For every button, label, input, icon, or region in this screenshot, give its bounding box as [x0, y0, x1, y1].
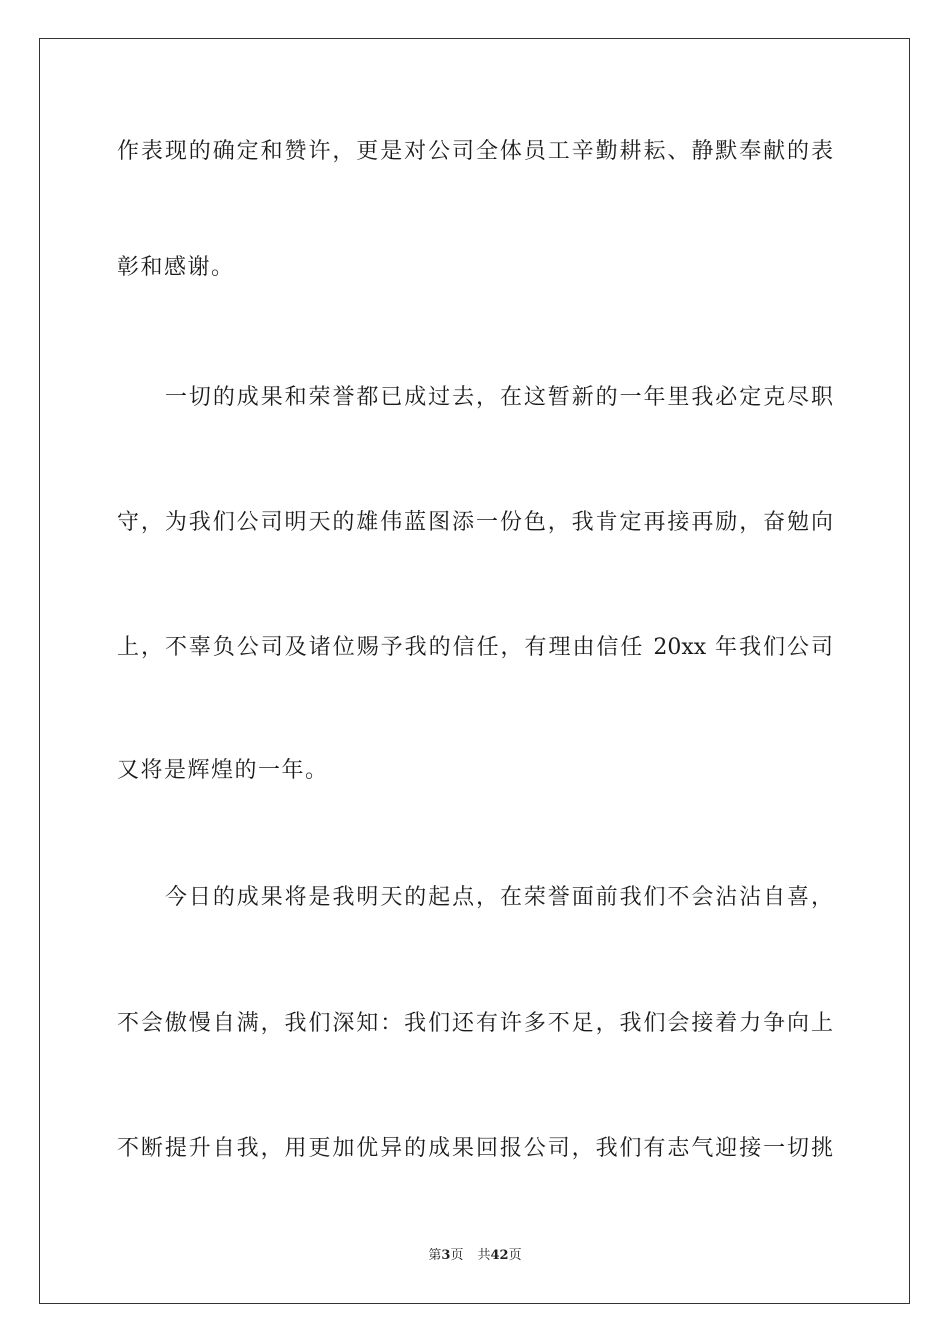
total-pages: 42	[490, 1248, 509, 1263]
text-line-1: 作表现的确定和赞许，更是对公司全体员工辛勤耕耘、静默奉献的表	[117, 139, 833, 164]
page-prefix: 第	[428, 1248, 442, 1263]
text-line-8: 不会傲慢自满，我们深知：我们还有许多不足，我们会接着力争向上	[117, 1011, 833, 1036]
total-prefix: 共	[477, 1248, 491, 1263]
text-line-5: 上，不辜负公司及诸位赐予我的信任，有理由信任 20xx 年我们公司	[117, 635, 833, 660]
text-line-7: 今日的成果将是我明天的起点，在荣誉面前我们不会沾沾自喜，	[165, 885, 833, 910]
text-line-2: 彰和感谢。	[117, 255, 235, 280]
total-unit: 页	[508, 1248, 522, 1263]
page-unit: 页	[450, 1248, 464, 1263]
page-footer	[0, 1247, 950, 1265]
text-line-6: 又将是辉煌的一年。	[117, 758, 329, 783]
text-line-4: 守，为我们公司明天的雄伟蓝图添一份色，我肯定再接再励，奋勉向	[117, 510, 833, 535]
page-border	[39, 38, 910, 1304]
text-line-9: 不断提升自我，用更加优异的成果回报公司，我们有志气迎接一切挑	[117, 1136, 833, 1161]
text-line-3: 一切的成果和荣誉都已成过去，在这暂新的一年里我必定克尽职	[165, 385, 833, 410]
current-page-number: 3	[441, 1248, 451, 1263]
